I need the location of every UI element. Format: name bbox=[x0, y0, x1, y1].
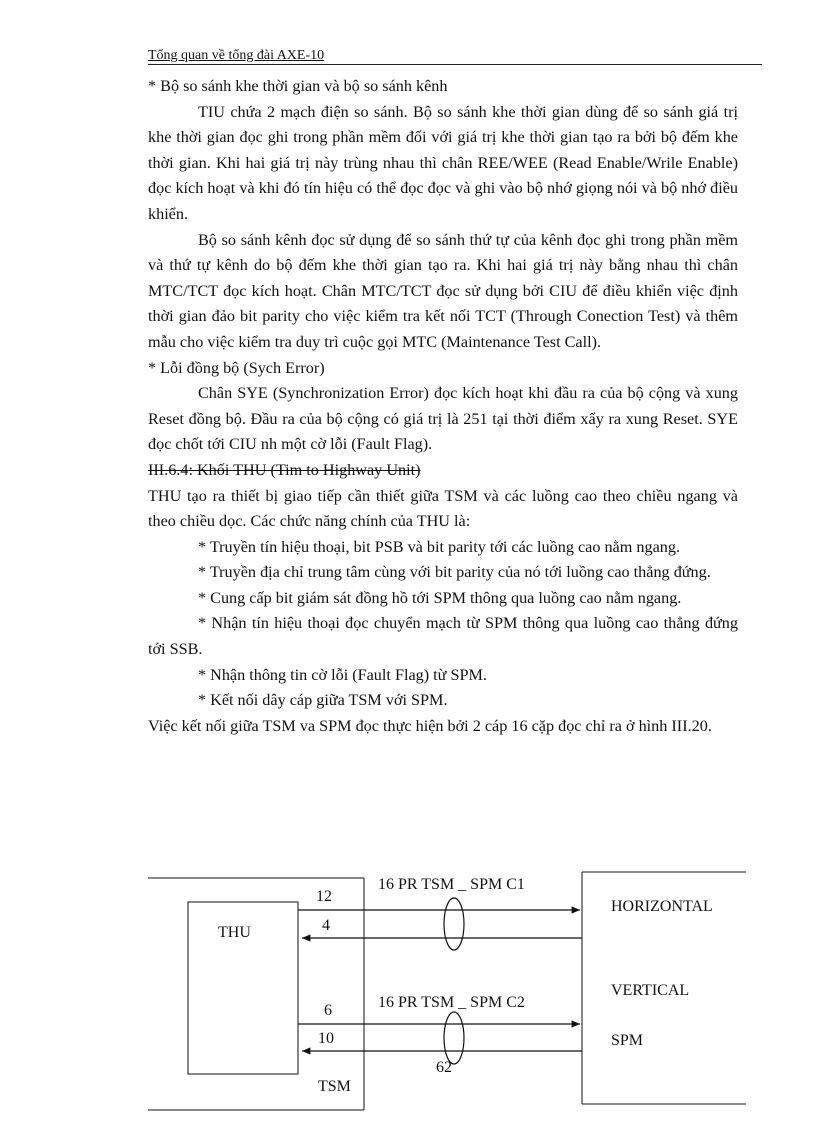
cable-c1-ellipse bbox=[444, 898, 464, 950]
paragraph: Chân SYE (Synchronization Error) đọc kích hoạt khi đầu ra của bộ cộng và xung Reset đồng bộ. Đầu ra của bộ cộng có giá trị là 251 tại thời điểm xẩy ra xung Reset. SYE đọc chốt tới CIU nh một cờ lỗi (Fault Flag). bbox=[148, 384, 738, 454]
horizontal-label: HORIZONTAL bbox=[611, 898, 713, 915]
wire-6-label: 6 bbox=[324, 1002, 332, 1019]
wire-10-label: 10 bbox=[318, 1030, 334, 1047]
paragraph: * Bộ so sánh khe thời gian và bộ so sánh kênh bbox=[148, 77, 448, 95]
paragraph: * Cung cấp bit giám sát đồng hồ tới SPM thông qua luồng cao nằm ngang. bbox=[198, 588, 682, 607]
paragraph: * Truyền tín hiệu thoại, bit PSB và bit parity tới các luồng cao nằm ngang. bbox=[198, 537, 680, 556]
body-text bbox=[148, 74, 738, 739]
paragraph: * Kết nối dây cáp giữa TSM với SPM. bbox=[198, 691, 448, 710]
paragraph: * Nhận thông tin cờ lỗi (Fault Flag) từ SPM. bbox=[198, 665, 487, 684]
thu-label: THU bbox=[218, 924, 251, 941]
header-rule bbox=[148, 64, 762, 65]
page-number: 62 bbox=[436, 1059, 452, 1076]
vertical-label: VERTICAL bbox=[611, 982, 690, 999]
paragraph: Việc kết nối giữa TSM va SPM đọc thực hiện bởi 2 cáp 16 cặp đọc chỉ ra ở hình III.20. bbox=[148, 716, 712, 735]
wire-4-label: 4 bbox=[322, 917, 330, 934]
page-header: Tổng quan về tổng đài AXE-10 bbox=[148, 48, 325, 63]
cable-c2-label: 16 PR TSM _ SPM C2 bbox=[378, 994, 525, 1011]
wire-12-label: 12 bbox=[316, 888, 332, 905]
tsm-label: TSM bbox=[318, 1078, 351, 1095]
spm-label: SPM bbox=[611, 1032, 644, 1049]
cable-c2-ellipse bbox=[444, 1012, 464, 1064]
paragraph: * Nhận tín hiệu thoại đọc chuyển mạch từ SPM thông qua luồng cao thẳng đứng tới SSB. bbox=[148, 614, 738, 659]
paragraph: Bộ so sánh kênh đọc sử dụng để so sánh thứ tự của kênh đọc ghi trong phần mềm và thứ tự kênh do bộ đếm khe thời gian tạo ra. Khi hai giá trị này bằng nhau thì chân MTC/TCT đọc kích hoạt. Chân MTC/TCT đọc sử dụng bởi CIU để điều khiển việc định thời gian đảo bit parity cho việc kiểm tra kết nối TCT (Through Conection Test) và thêm mẫu cho việc kiểm tra duy trì cuộc gọi MTC (Maintenance Test Call). bbox=[148, 230, 738, 351]
paragraph: THU tạo ra thiết bị giao tiếp cần thiết giữa TSM và các luồng cao theo chiều ngang và theo chiều dọc. Các chức năng chính của THU là: bbox=[148, 486, 738, 531]
paragraph: * Truyền địa chỉ trung tâm cùng với bit parity của nó tới luồng cao thẳng đứng. bbox=[198, 563, 711, 582]
section-heading: III.6.4: Khối THU (Tim to Highway Unit) bbox=[148, 460, 421, 479]
paragraph: * Lỗi đồng bộ (Sych Error) bbox=[148, 358, 325, 377]
paragraph: TIU chứa 2 mạch điện so sánh. Bộ so sánh khe thời gian dùng để so sánh giá trị khe thời gian đọc ghi trong phần mềm đối với giá trị khe thời gian tạo ra bởi bộ đếm khe thời gian. Khi hai giá trị này trùng nhau thì chân REE/WEE (Read Enable/Wrile Enable) đọc kích hoạt và khi đó tín hiệu có thể đọc đọc và ghi vào bộ nhớ giọng nói và bộ nhớ điều khiển. bbox=[148, 102, 738, 223]
cable-c1-label: 16 PR TSM _ SPM C1 bbox=[378, 876, 525, 893]
connection-diagram bbox=[146, 864, 746, 1114]
